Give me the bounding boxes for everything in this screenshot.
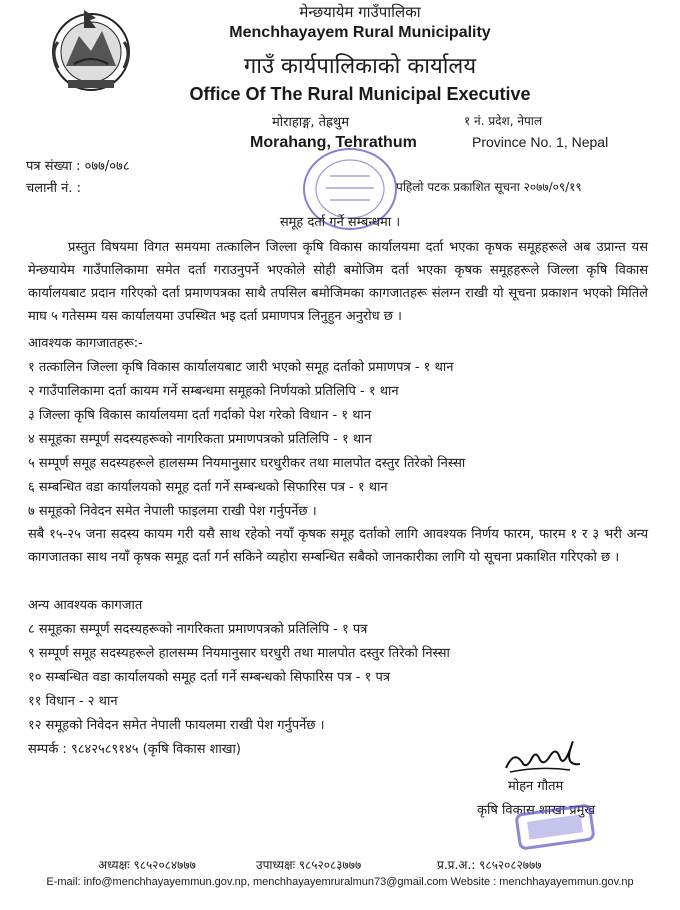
subject-line: समूह दर्ता गर्ने सम्बन्धमा । bbox=[279, 215, 401, 230]
location-english: Morahang, Tehrathum bbox=[250, 134, 417, 151]
province-nepali: १ नं. प्रदेश, नेपाल bbox=[464, 114, 543, 128]
intro-paragraph: प्रस्तुत विषयमा विगत समयमा तत्कालिन जिल्ला कृषि विकास कार्यालयमा दर्ता भएका कृषक समूहहरूले अब उप्रान्त यस मेन्छयायेम गाउँपालिकामा समेत दर्ता गराउनुपर्ने भएकोले सोही बमोजिम दर्ता भएका कृषक समूहहरूले जिल्ला कृषि विकास कार्यालयबाट प्रदान गरिएको दर्ता प्रमाणपत्रका साथै तपसिल बमोजिमका कागजातहरू संलग्न राखी यो सूचना प्रकाशन भएको मितिले माघ ५ गतेसम्म यस कार्यालयमा उपस्थित भइ दर्ता प्रमाणपत्र लिनुहुन अनुरोध छ । bbox=[28, 240, 648, 324]
list-item: ६ सम्बन्धित वडा कार्यालयको समूह दर्ता गर्ने सम्बन्धको सिफारिस पत्र - १ थान bbox=[28, 480, 388, 495]
office-name-nepali: गाउँ कार्यपालिकाको कार्यालय bbox=[243, 54, 477, 79]
chair-phone: अध्यक्षः ९८५२०८४७७७ bbox=[98, 858, 196, 872]
list-item: ७ समूहको निवेदन समेत नेपाली फाइलमा राखी पेश गर्नुपर्नेछ । bbox=[28, 504, 317, 519]
list-item: ३ जिल्ला कृषि विकास कार्यालयमा दर्ता गर्दाको पेश गरेको विधान - १ थान bbox=[28, 408, 372, 423]
required-heading: आवश्यक कागजातहरू:- bbox=[28, 336, 143, 351]
list-item: ५ सम्पूर्ण समूह सदस्यहरूले हालसम्म नियमानुसार घरधुरीकर तथा मालपोत दस्तुर तिरेको निस्सा bbox=[28, 456, 466, 471]
notice-title: पहिलो पटक प्रकाशित सूचना २०७७/०९/१९ bbox=[396, 180, 582, 194]
letter-number: पत्र संख्या : ०७७/०७८ bbox=[26, 159, 130, 174]
cao-phone: प्र.प्र.अ.: ९८५२०८२७७७ bbox=[437, 858, 542, 872]
list-item: ८ समूहका सम्पूर्ण सदस्यहरूको नागरिकता प्रमाणपत्रको प्रतिलिपि - १ पत्र bbox=[28, 622, 368, 637]
other-heading: अन्य आवश्यक कागजात bbox=[28, 598, 143, 613]
province-english: Province No. 1, Nepal bbox=[472, 134, 609, 150]
signatory-title: कृषि विकास शाखा प्रमुख bbox=[477, 803, 596, 818]
handwritten-signature bbox=[500, 736, 590, 780]
list-item: १ तत्कालिन जिल्ला कृषि विकास कार्यालयबाट जारी भएको समूह दर्ताको प्रमाणपत्र - १ थान bbox=[28, 360, 454, 375]
contact-line: सम्पर्क : ९८४२५८९१४५ (कृषि विकास शाखा) bbox=[28, 742, 241, 757]
signatory-name: मोहन गौतम bbox=[508, 779, 564, 794]
list-item: १० सम्बन्धित वडा कार्यालयको समूह दर्ता गर्ने सम्बन्धको सिफारिस पत्र - १ पत्र bbox=[28, 670, 391, 685]
dispatch-number: चलानी नं. : bbox=[26, 181, 82, 196]
middle-paragraph: सबै १५-२५ जना सदस्य कायम गरी यसै साथ रहेको नयाँ कृषक समूह दर्ताको लागि आवश्यक निर्णय फारम, फारम १ र ३ भरी अन्य कागजातका साथ नयाँ कृषक समूह दर्ता गर्न सकिने व्यहोरा सम्बन्धित सबैको जानकारीका लागि यो सूचना प्रकाशित गरिएको छ । bbox=[28, 527, 648, 565]
list-item: २ गाउँपालिकामा दर्ता कायम गर्ने सम्बन्धमा समूहको निर्णयको प्रतिलिपि - १ थान bbox=[28, 384, 399, 399]
location-nepali: मोराहाङ्ग, तेह्रथुम bbox=[272, 115, 349, 130]
municipality-name-english: Menchhayayem Rural Municipality bbox=[229, 24, 491, 41]
list-item: १२ समूहको निवेदन समेत नेपाली फायलमा राखी पेश गर्नुपर्नेछ । bbox=[28, 718, 325, 733]
office-name-english: Office Of The Rural Municipal Executive bbox=[189, 84, 531, 104]
footer-contact: E-mail: info@menchhayayemmun.gov.np, menchhayayemruralmun73@gmail.com Website : menchhayayemmun.gov.np bbox=[46, 876, 634, 888]
list-item: ११ विधान - २ थान bbox=[28, 694, 118, 709]
municipality-name-nepali: मेन्छयायेम गाउँपालिका bbox=[299, 3, 421, 21]
section-stamp bbox=[512, 804, 598, 850]
vice-chair-phone: उपाध्यक्षः ९८५२०८३७७७ bbox=[256, 858, 362, 872]
list-item: ४ समूहका सम्पूर्ण सदस्यहरूको नागरिकता प्रमाणपत्रको प्रतिलिपि - १ थान bbox=[28, 432, 372, 447]
list-item: ९ सम्पूर्ण समूह सदस्यहरूले हालसम्म नियमानुसार घरधुरी तथा मालपोत दस्तुर तिरेको निस्सा bbox=[28, 646, 450, 661]
